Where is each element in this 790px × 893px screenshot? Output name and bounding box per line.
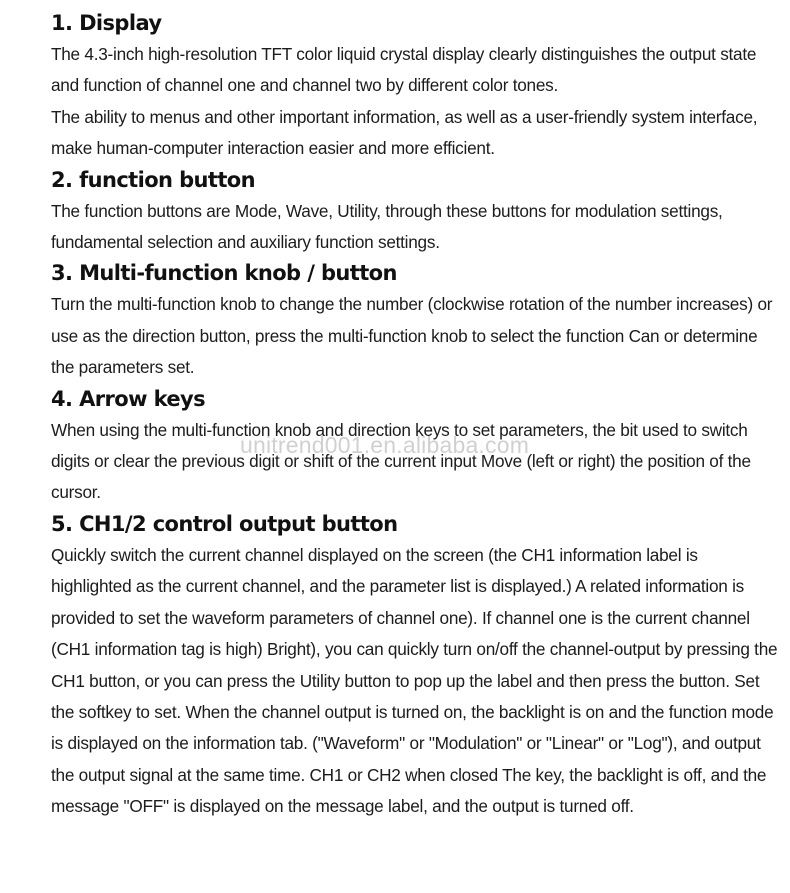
section-heading: 2. function button	[51, 167, 255, 192]
section-paragraph: When using the multi-function knob and direction keys to set parameters, the bit used to switch digits or clear the previous digit or shift of the current input Move (left or right) the position of the cursor.	[51, 419, 751, 503]
section-paragraph: Quickly switch the current channel displayed on the screen (the CH1 information label is highlighted as the current channel, and the parameter list is displayed.) A related information is provided to set the waveform parameters of channel one). If channel one is the current channel (CH1 information tag is high) Bright), you can quickly turn on/off the channel-output by pressing the CH1 button, or you can press the Utility button to pop up the label and then press the button. Set the softkey to set. When the channel output is turned on, the backlight is on and the function mode is displayed on the information tab. ("Waveform" or "Modulation" or "Linear" or "Log"), and output the output signal at the same time. CH1 or CH2 when closed The key, the backlight is off, and the message "OFF" is displayed on the message label, and the output is turned off.	[51, 544, 778, 817]
section-paragraph: The 4.3-inch high-resolution TFT color liquid crystal display clearly distinguishes the output state and function of channel one and channel two by different color tones.	[51, 44, 757, 96]
section-heading: 4. Arrow keys	[51, 386, 206, 411]
section-multi-function-knob	[51, 258, 781, 383]
section-display	[51, 8, 781, 165]
document-body	[51, 8, 781, 823]
section-arrow-keys	[51, 384, 781, 509]
section-heading: 5. CH1/2 control output button	[51, 511, 398, 536]
section-paragraph: Turn the multi-function knob to change the number (clockwise rotation of the number increases) or use as the direction button, press the multi-function knob to select the function Can or determine the parameters set.	[51, 294, 773, 378]
section-paragraph: The ability to menus and other important information, as well as a user-friendly system interface, make human-computer interaction easier and more efficient.	[51, 106, 758, 159]
section-function-button	[51, 165, 781, 259]
section-heading: 1. Display	[51, 11, 162, 35]
section-ch-control-output	[51, 509, 781, 823]
watermark: unitrend001.en.alibaba.com	[240, 432, 530, 458]
section-paragraph: The function buttons are Mode, Wave, Utility, through these buttons for modulation settings, fundamental selection and auxiliary function settings.	[51, 200, 723, 253]
section-heading: 3. Multi-function knob / button	[51, 261, 397, 286]
